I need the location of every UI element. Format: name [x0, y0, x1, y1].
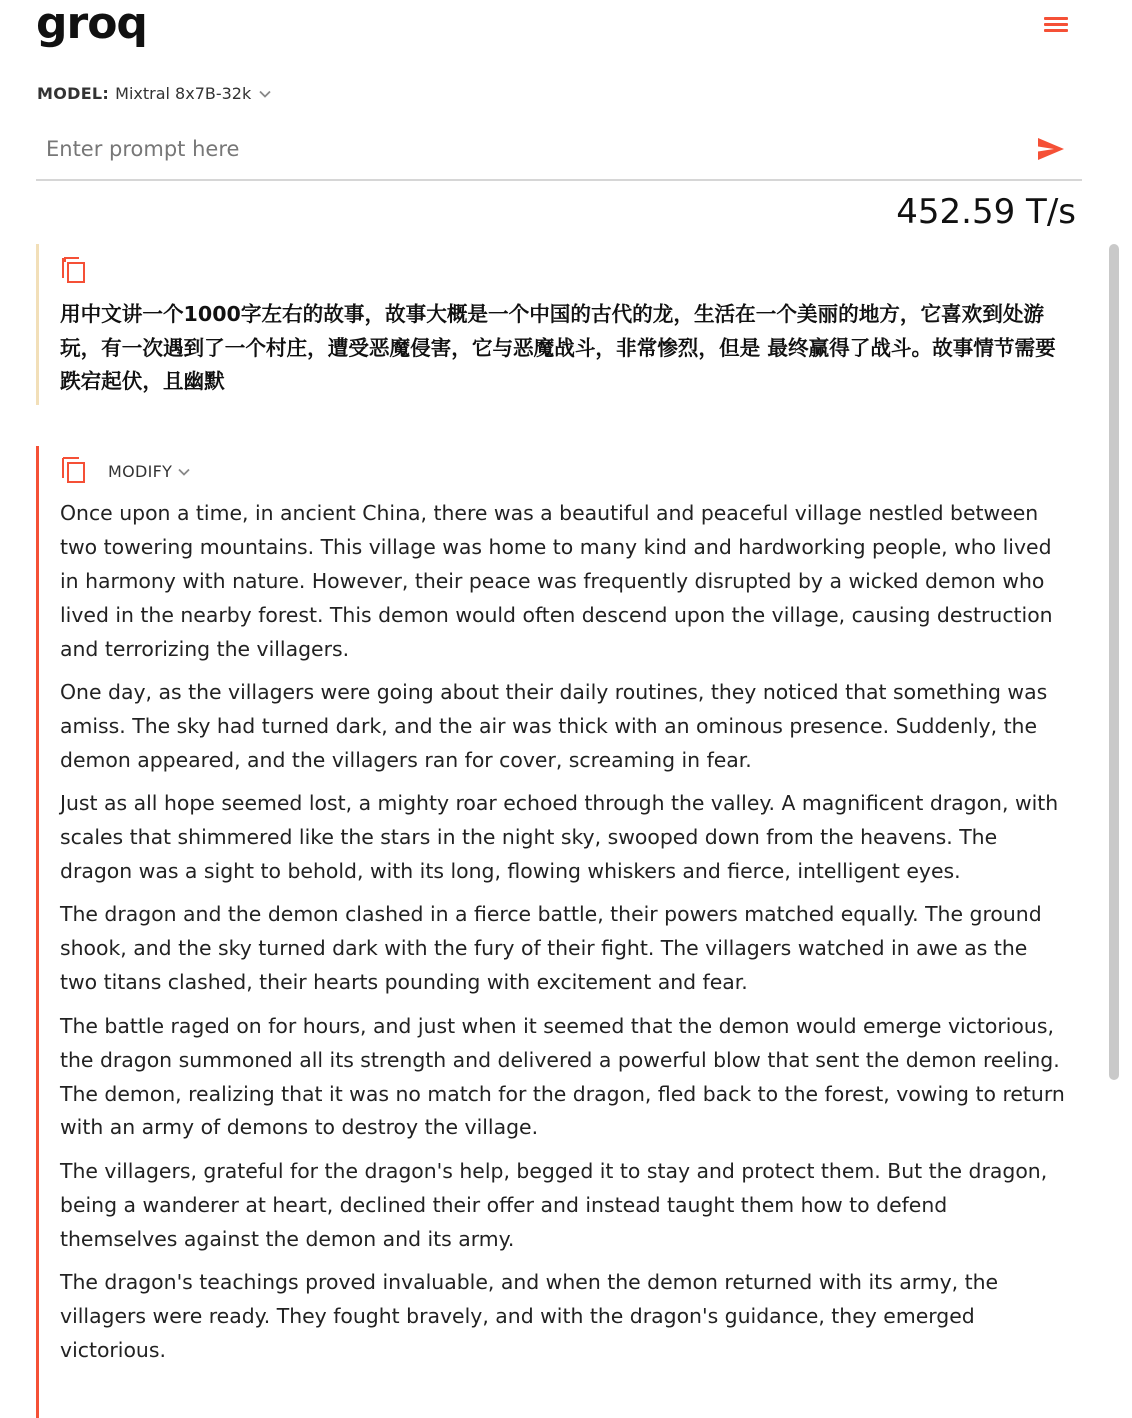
- modify-dropdown[interactable]: [108, 462, 192, 481]
- modify-label: MODIFY: [108, 462, 173, 481]
- response-paragraph: The villagers, grateful for the dragon's help, begged it to stay and protect them. But the dragon, being a wanderer at heart, declined their offer and instead taught them how to defend themselves against the demon and its army.: [60, 1158, 1048, 1251]
- chevron-down-icon: [176, 464, 192, 480]
- response-paragraph: One day, as the villagers were going about their daily routines, they noticed that something was amiss. The sky had turned dark, and the air was thick with an ominous presence. Suddenly, the demon appeared, and the villagers ran for cover, screaming in fear.: [60, 680, 1048, 772]
- response-paragraph: The dragon's teachings proved invaluable, and when the demon returned with its army, the villagers were ready. They fought bravely, and with the dragon's guidance, they emerged victorious.: [60, 1270, 999, 1362]
- copy-icon[interactable]: [61, 256, 87, 284]
- response-paragraph: The battle raged on for hours, and just when it seemed that the demon would emerge victorious, the dragon summoned all its strength and delivered a powerful blow that sent the demon reeling. The demon, realizing that it was no match for the dragon, fled back to the forest, vowing to return with an army of demons to destroy the village.: [60, 1013, 1065, 1140]
- send-icon[interactable]: [1036, 134, 1066, 164]
- user-message: [36, 244, 1066, 405]
- prompt-input[interactable]: [46, 132, 1006, 166]
- model-label: MODEL:: [37, 84, 110, 103]
- user-prompt-text: 用中文讲一个1000字左右的故事，故事大概是一个中国的古代的龙，生活在一个美丽的地方，它喜欢到处游玩，有一次遇到了一个村庄，遭受恶魔侵害，它与恶魔战斗，非常惨烈，但是 最终赢得了战斗。故事情节需要跌宕起伏，且幽默: [60, 302, 1056, 393]
- tokens-per-second: 452.59 T/s: [896, 192, 1076, 232]
- response-paragraph: Once upon a time, in ancient China, there was a beautiful and peaceful village nestled between two towering mountains. This village was home to many kind and hardworking people, who lived in harmony with nature. However, their peace was frequently disrupted by a wicked demon who lived in the nearby forest. This demon would often descend upon the village, causing destruction and terrorizing the villagers.: [60, 501, 1053, 661]
- chevron-down-icon: [257, 86, 273, 102]
- hamburger-menu-icon[interactable]: [1042, 14, 1070, 36]
- assistant-response: [36, 446, 1076, 1418]
- model-value: Mixtral 8x7B-32k: [115, 84, 252, 103]
- groq-logo[interactable]: groq: [36, 0, 147, 49]
- scrollbar[interactable]: [1109, 244, 1119, 1080]
- response-text: [60, 497, 1070, 1377]
- prompt-bar: [36, 122, 1082, 181]
- copy-icon[interactable]: [61, 456, 87, 484]
- response-paragraph: The dragon and the demon clashed in a fierce battle, their powers matched equally. The ground shook, and the sky turned dark with the fury of their fight. The villagers watched in awe as the two titans clashed, their hearts pounding with excitement and fear.: [60, 902, 1042, 995]
- model-selector[interactable]: [37, 84, 273, 103]
- response-paragraph: Just as all hope seemed lost, a mighty roar echoed through the valley. A magnificent dragon, with scales that shimmered like the stars in the night sky, swooped down from the heavens. The dragon was a sight to behold, with its long, flowing whiskers and fierce, intelligent eyes.: [60, 791, 1059, 884]
